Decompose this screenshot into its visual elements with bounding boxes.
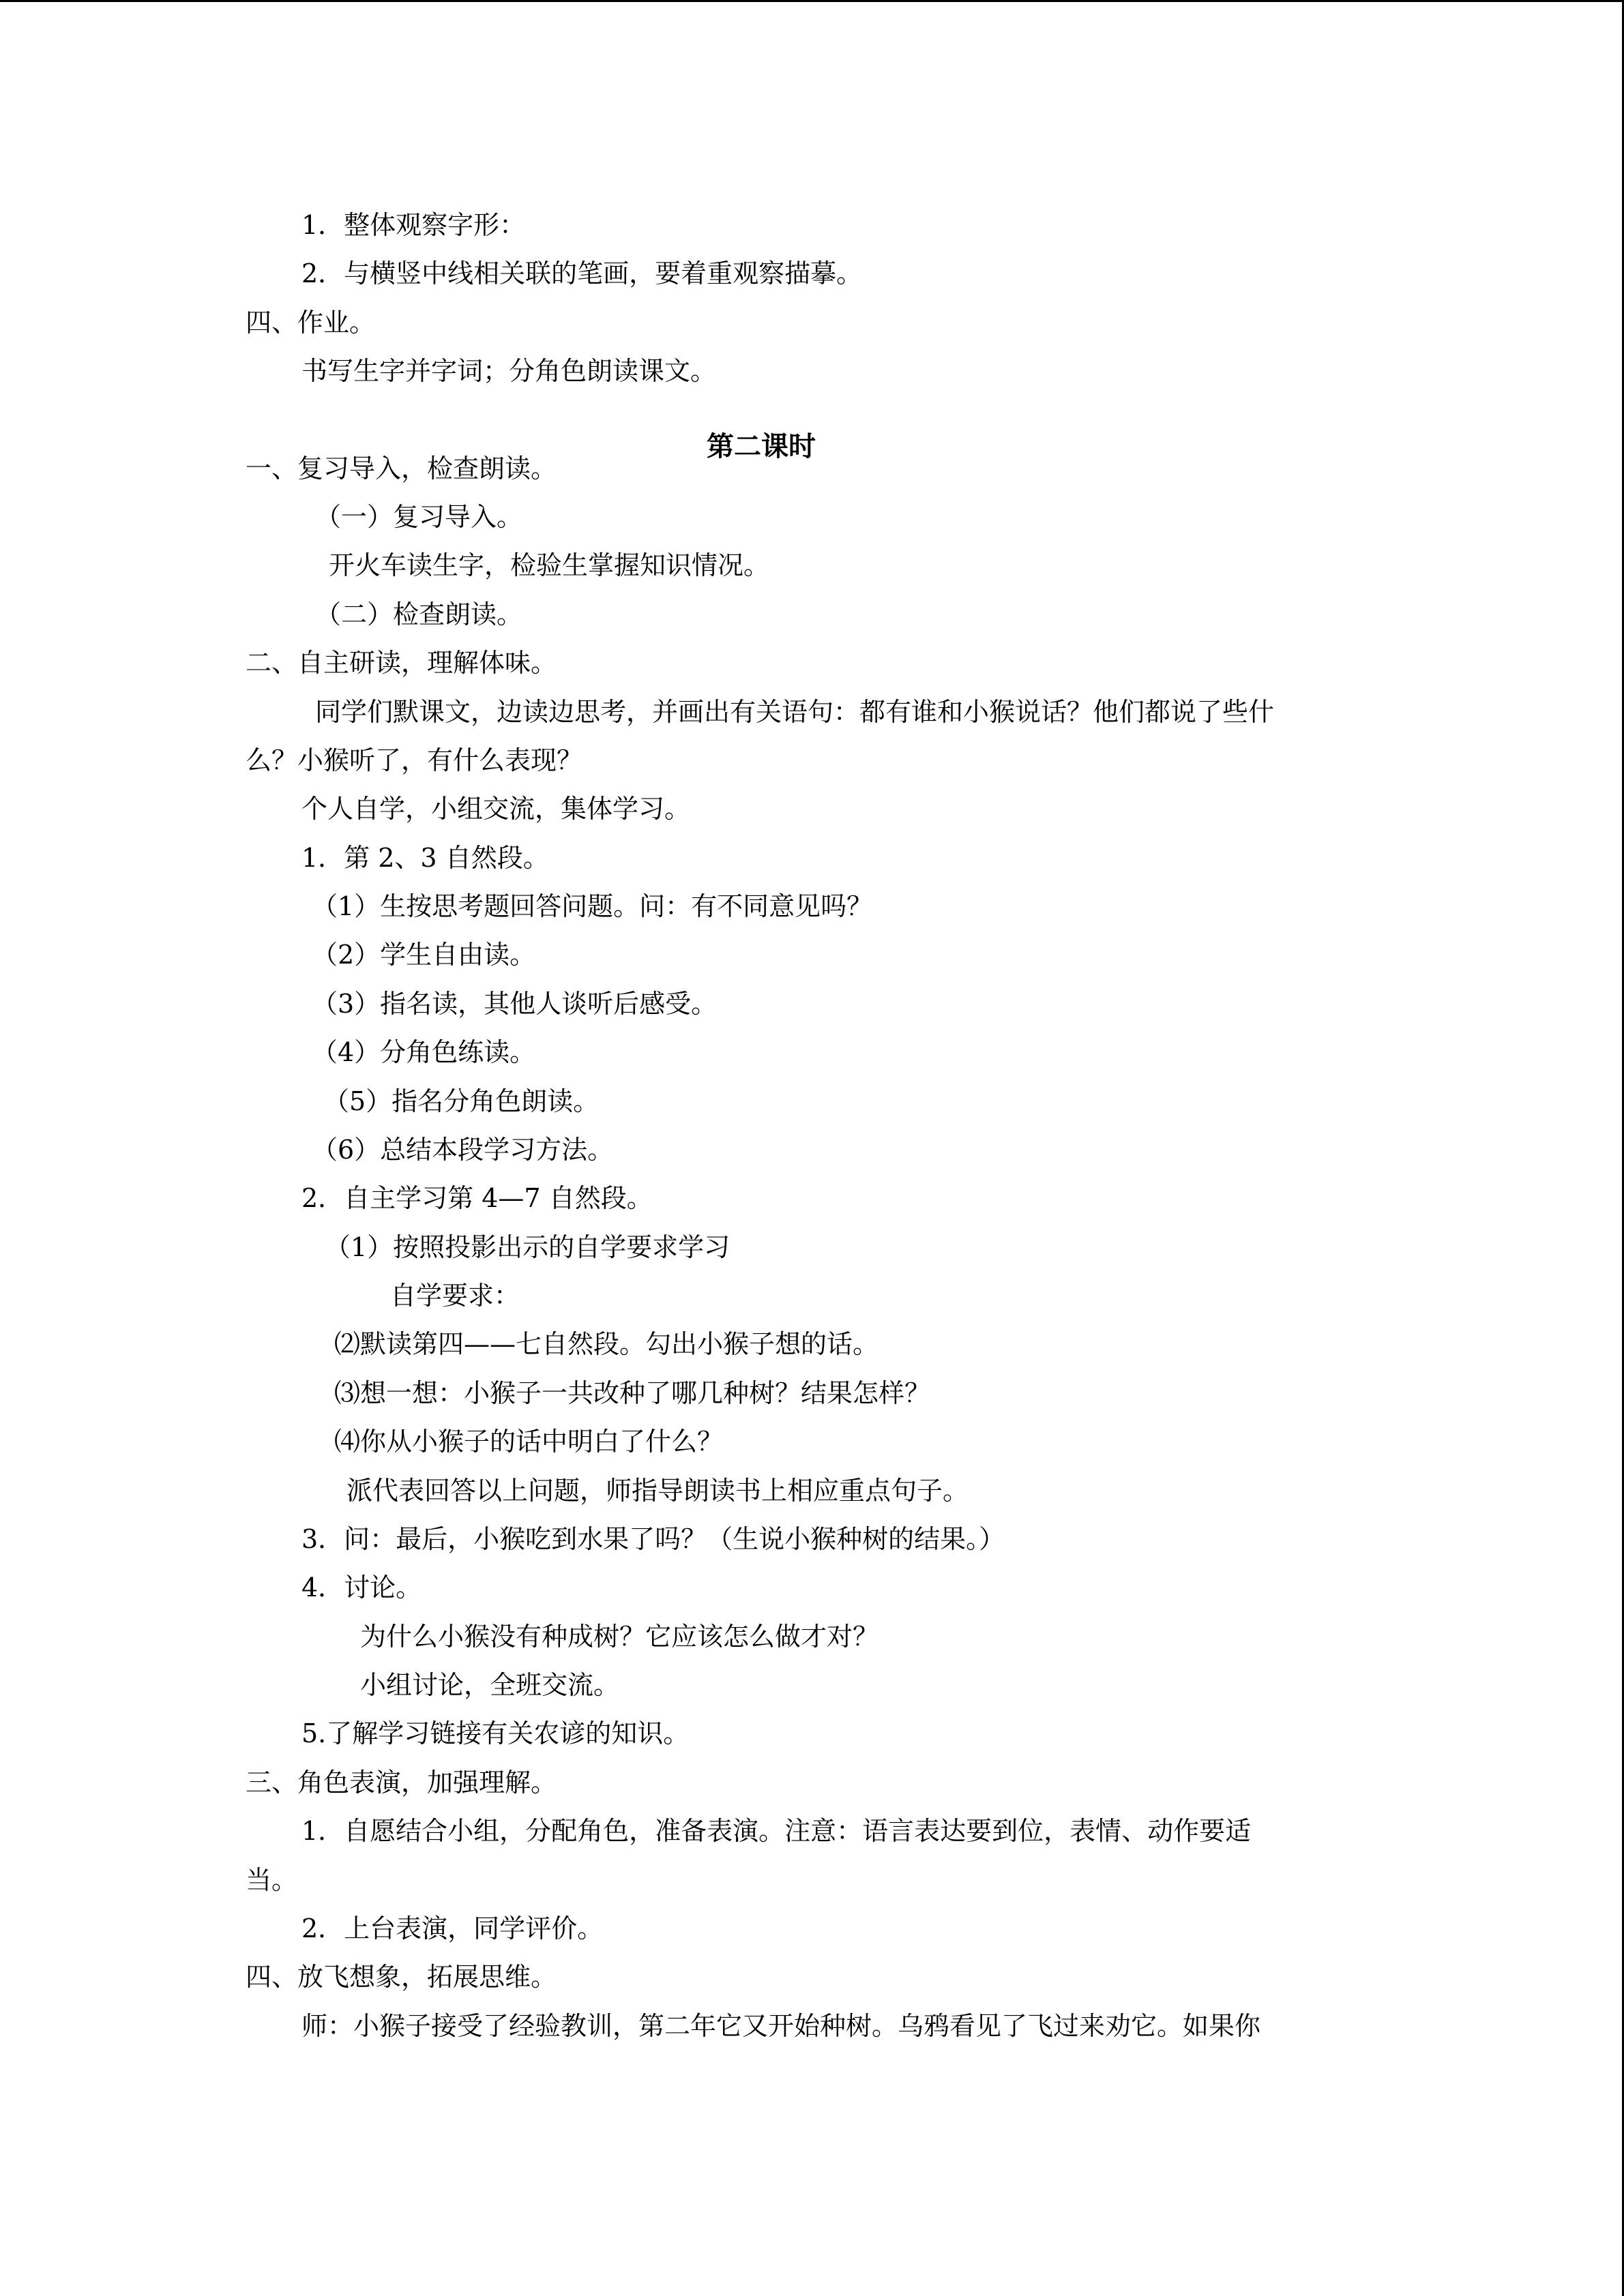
text-line: 个人自学，小组交流，集体学习。 (301, 794, 691, 824)
section-heading: 四、放飞想象，拓展思维。 (246, 1962, 557, 1992)
text-line: 派代表回答以上问题，师指导朗读书上相应重点句子。 (346, 1476, 969, 1506)
text-line: 同学们默课文，边读边思考，并画出有关语句：都有谁和小猴说话？他们都说了些什 (315, 697, 1275, 727)
text-line: 3．问：最后，小猴吃到水果了吗？（生说小猴种树的结果。） (301, 1524, 1005, 1554)
text-line: 师：小猴子接受了经验教训，第二年它又开始种树。乌鸦看见了飞过来劝它。如果你 (301, 2011, 1261, 2041)
text-line: （3）指名读，其他人谈听后感受。 (312, 989, 718, 1019)
text-line: （1）按照投影出示的自学要求学习 (325, 1232, 730, 1262)
text-line: （4）分角色练读。 (312, 1037, 536, 1067)
section-heading: 三、角色表演，加强理解。 (246, 1768, 557, 1798)
text-line: 当。 (246, 1865, 298, 1895)
text-line: 2．与横竖中线相关联的笔画，要着重观察描摹。 (301, 258, 863, 288)
lesson-title: 第二课时 (707, 431, 816, 462)
text-line: （2）学生自由读。 (312, 940, 536, 970)
text-line: 1．整体观察字形： (301, 210, 526, 240)
text-line: （二）检查朗读。 (315, 599, 523, 629)
text-line: 开火车读生字，检验生掌握知识情况。 (329, 550, 770, 580)
text-line: 小组讨论，全班交流。 (360, 1670, 620, 1700)
text-line: （1）生按思考题回答问题。问：有不同意见吗？ (312, 891, 873, 921)
text-line: 么？小猴听了，有什么表现？ (246, 745, 583, 775)
text-line: 1．自愿结合小组，分配角色，准备表演。注意：语言表达要到位，表情、动作要适 (301, 1816, 1252, 1846)
text-line: 书写生字并字词；分角色朗读课文。 (301, 356, 717, 386)
text-line: 4．讨论。 (301, 1572, 422, 1602)
text-line: ⑵默读第四——七自然段。勾出小猴子想的话。 (334, 1329, 879, 1359)
text-line: 2．自主学习第 4—7 自然段。 (301, 1183, 653, 1213)
text-line: 2．上台表演，同学评价。 (301, 1913, 604, 1943)
text-line: （6）总结本段学习方法。 (312, 1135, 614, 1165)
text-line: （一）复习导入。 (315, 502, 523, 532)
text-line: ⑷你从小猴子的话中明白了什么？ (334, 1427, 724, 1457)
section-heading: 四、作业。 (246, 308, 376, 338)
text-line: 1．第 2、3 自然段。 (301, 843, 549, 873)
text-line: 5.了解学习链接有关农谚的知识。 (301, 1718, 690, 1748)
text-line: （5）指名分角色朗读。 (323, 1086, 600, 1116)
text-line: 自学要求： (390, 1281, 520, 1311)
text-line: 为什么小猴没有种成树？它应该怎么做才对？ (360, 1622, 879, 1652)
section-heading: 一、复习导入，检查朗读。 (246, 453, 557, 483)
section-heading: 二、自主研读，理解体味。 (246, 648, 557, 678)
text-line: ⑶想一想：小猴子一共改种了哪几种树？结果怎样？ (334, 1378, 931, 1408)
